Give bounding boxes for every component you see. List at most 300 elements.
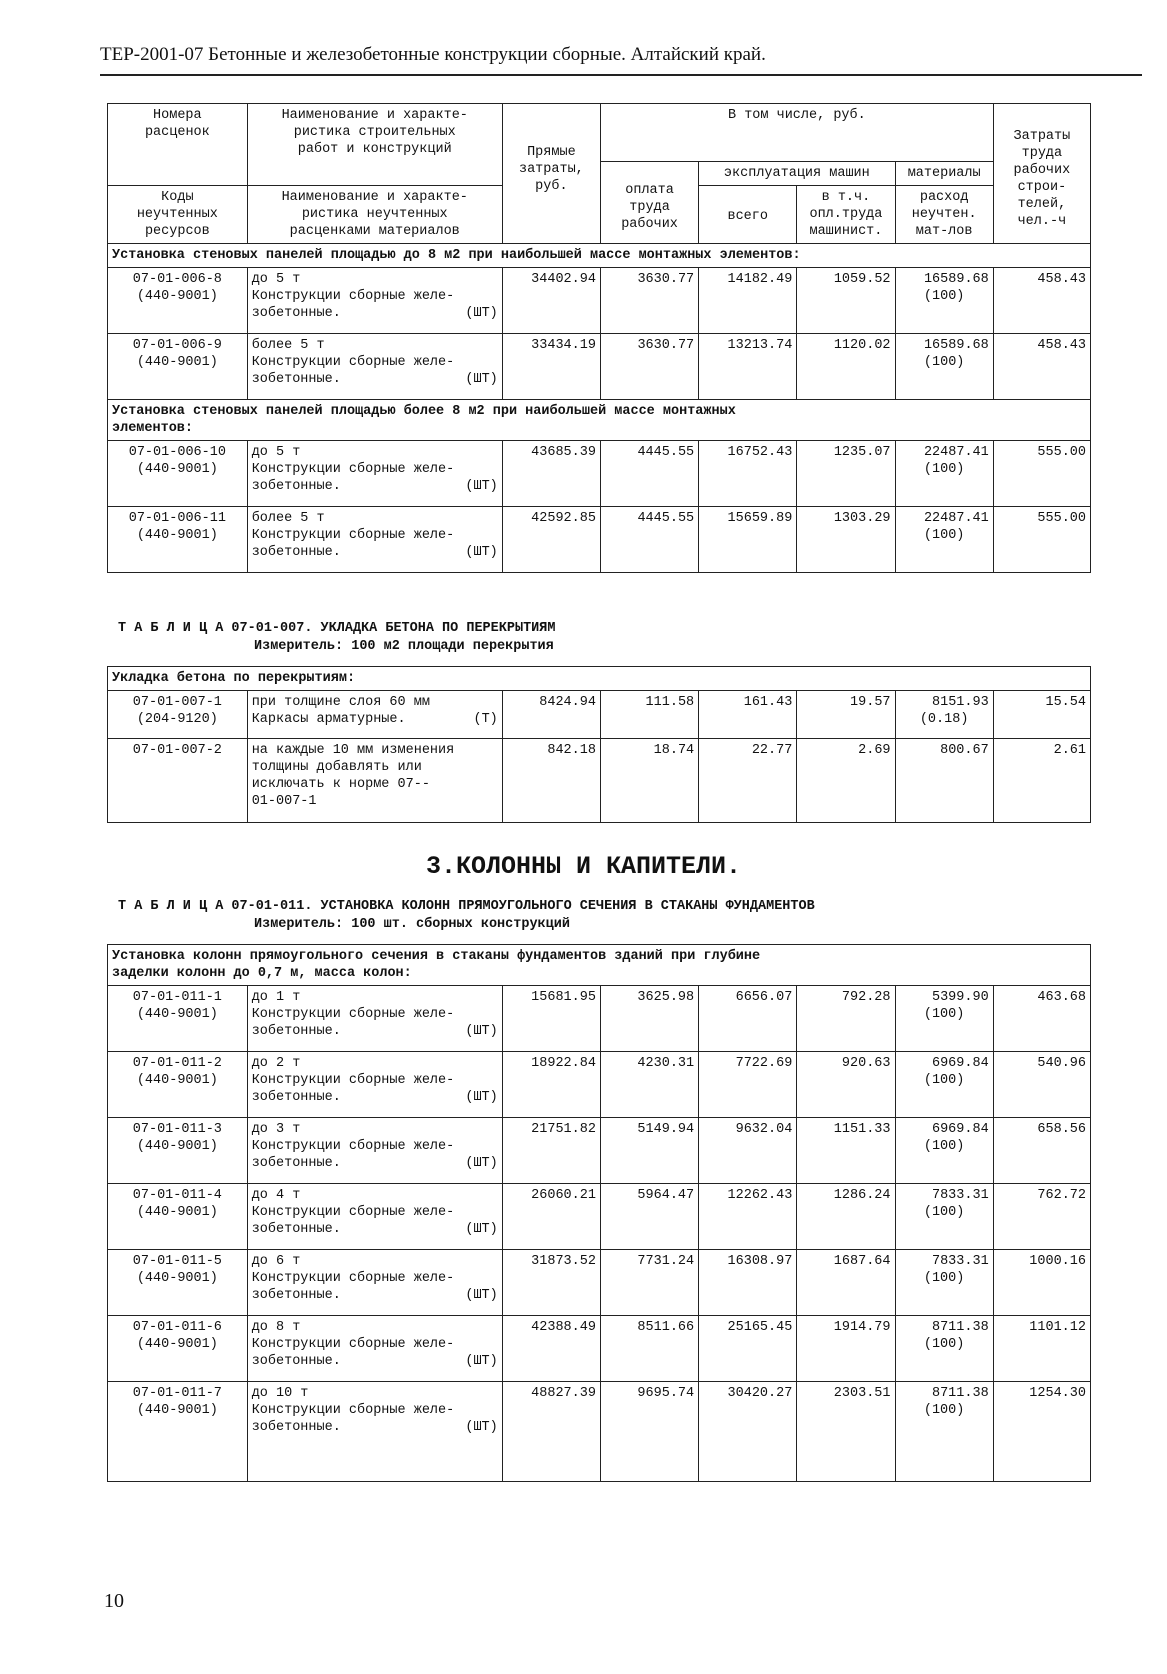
rate-code-cell (108, 1250, 248, 1316)
direct-cost (502, 268, 600, 334)
direct-cost (502, 334, 600, 400)
section-title-text: Укладка бетона по перекрытиям: (112, 671, 356, 686)
material-quantity: (100) (923, 1205, 965, 1220)
rate-code: 07-01-011-5 (132, 1254, 222, 1269)
wages-value: 3630.77 (637, 272, 695, 287)
header-machines-total (699, 186, 797, 244)
work-name: при толщине слоя 60 мм (251, 695, 430, 710)
wages-value: 8511.66 (637, 1320, 695, 1335)
rate-code-cell (108, 441, 248, 507)
page-number: 10 (104, 1590, 124, 1612)
machine-operator-wages (797, 1118, 895, 1184)
work-name: до 3 т (251, 1122, 301, 1137)
wages (600, 1184, 698, 1250)
machines-total (699, 986, 797, 1052)
wages-value: 18.74 (653, 743, 695, 758)
table-row (108, 1052, 1091, 1118)
material-unit: (ШТ) (465, 1156, 498, 1171)
labor-cost (993, 1250, 1090, 1316)
machines-total-value: 15659.89 (727, 511, 793, 526)
labor-cost (993, 1118, 1090, 1184)
labor-cost-value: 1254.30 (1029, 1386, 1086, 1401)
rate-code: 07-01-006-11 (128, 511, 226, 526)
direct-cost-value: 42388.49 (531, 1320, 596, 1335)
materials-cost (895, 1184, 993, 1250)
direct-cost (502, 986, 600, 1052)
work-name-cell (247, 1052, 502, 1118)
wages-value: 5964.47 (637, 1188, 695, 1203)
material-unit: (ШТ) (465, 1288, 498, 1303)
work-name-cell (247, 1184, 502, 1250)
table-07-01-011-caption (118, 898, 815, 934)
material-name-last (252, 478, 498, 495)
text-line: неучтен. (911, 207, 977, 222)
labor-cost (993, 739, 1090, 823)
material-name-last (252, 1353, 498, 1370)
rate-code: 07-01-011-7 (132, 1386, 222, 1401)
header-materials (895, 162, 993, 186)
work-name-line: исключать к норме 07-- (251, 777, 430, 792)
material-name-line: зобетонные. (251, 1420, 341, 1435)
table-row (108, 441, 1091, 507)
section-title (108, 667, 1091, 691)
direct-cost (502, 1118, 600, 1184)
material-name-line: Конструкции сборные желе- (251, 1007, 455, 1022)
materials-cost-value: 7833.31 (931, 1188, 989, 1203)
labor-cost-value: 540.96 (1037, 1056, 1086, 1071)
section-title (108, 244, 1091, 268)
text-line: Наименование и характе- (281, 108, 468, 123)
direct-cost-value: 43685.39 (531, 445, 596, 460)
materials-cost (895, 691, 993, 739)
machines-total-value: 13213.74 (727, 338, 793, 353)
material-unit: (ШТ) (465, 1420, 498, 1435)
direct-cost-value: 42592.85 (531, 511, 596, 526)
material-unit: (ШТ) (465, 1354, 498, 1369)
material-name-line: зобетонные. (251, 1354, 341, 1369)
wages (600, 268, 698, 334)
material-name-line: зобетонные. (251, 1024, 341, 1039)
machine-operator-wages (797, 507, 895, 573)
material-quantity: (100) (923, 1073, 965, 1088)
direct-cost-value: 21751.82 (531, 1122, 596, 1137)
text-line: труда (629, 200, 670, 215)
resource-code: (440-9001) (136, 1139, 218, 1154)
rate-code: 07-01-007-1 (132, 695, 222, 710)
material-name-line: зобетонные. (251, 1222, 341, 1237)
materials-cost-value: 8151.93 (932, 695, 989, 710)
text-line: Затраты (1013, 129, 1071, 144)
rate-code-cell (108, 334, 248, 400)
text-line: опл.труда (809, 207, 883, 222)
header-rate-numbers (108, 104, 248, 186)
wages-value: 4445.55 (637, 445, 695, 460)
text-line: Коды (161, 190, 194, 205)
rate-code: 07-01-011-2 (132, 1056, 222, 1071)
direct-cost-value: 842.18 (547, 743, 596, 758)
material-unit: (ШТ) (465, 479, 498, 494)
machines-total (699, 1250, 797, 1316)
wages (600, 1316, 698, 1382)
text-line: машинист. (809, 224, 883, 239)
chapter-title: 3.КОЛОННЫ И КАПИТЕЛИ. (425, 852, 742, 881)
materials-cost-value: 16589.68 (923, 272, 989, 287)
labor-cost-value: 762.72 (1037, 1188, 1086, 1203)
work-name: более 5 т (251, 338, 325, 353)
work-name-line: на каждые 10 мм изменения (251, 743, 455, 758)
material-name-line: зобетонные. (251, 306, 341, 321)
material-quantity: (100) (923, 1403, 965, 1418)
material-unit: (Т) (473, 712, 498, 727)
text-line: рабочих (1013, 163, 1071, 178)
resource-code: (440-9001) (136, 355, 218, 370)
resource-code: (440-9001) (136, 289, 218, 304)
material-name-line: зобетонные. (251, 1090, 341, 1105)
machine-operator-wages (797, 986, 895, 1052)
materials-cost (895, 507, 993, 573)
section-row (108, 667, 1091, 691)
header-materials-label: материалы (907, 166, 981, 181)
rate-code-cell (108, 268, 248, 334)
labor-cost (993, 1184, 1090, 1250)
materials-cost (895, 1250, 993, 1316)
material-name-last (252, 1155, 498, 1172)
materials-cost (895, 1052, 993, 1118)
labor-cost (993, 268, 1090, 334)
page-header: ТЕР-2001-07 Бетонные и железобетонные конструкции сборные. Алтайский край. (100, 44, 766, 65)
header-material-names (247, 186, 502, 244)
rate-code-cell (108, 1184, 248, 1250)
machine-operator-wages-value: 1303.29 (833, 511, 891, 526)
material-quantity: (100) (923, 1007, 965, 1022)
direct-cost-value: 15681.95 (531, 990, 596, 1005)
materials-cost-value: 6969.84 (931, 1122, 989, 1137)
rate-code-cell (108, 691, 248, 739)
work-name-line: 01-007-1 (251, 794, 317, 809)
material-name-line: Конструкции сборные желе- (251, 1403, 455, 1418)
machine-operator-wages-value: 2303.51 (833, 1386, 891, 1401)
material-name-line: Конструкции сборные желе- (251, 1205, 455, 1220)
rate-code: 07-01-011-4 (132, 1188, 222, 1203)
machines-total-value: 14182.49 (727, 272, 793, 287)
table-row (108, 1250, 1091, 1316)
machines-total (699, 507, 797, 573)
rate-code-cell (108, 739, 248, 823)
price-table-columns (107, 944, 1091, 1482)
wages-value: 111.58 (645, 695, 695, 710)
price-table-concrete-floors (107, 666, 1091, 823)
header-machines-label: эксплуатация машин (723, 166, 870, 181)
materials-cost-value: 6969.84 (931, 1056, 989, 1071)
direct-cost-value: 31873.52 (531, 1254, 596, 1269)
material-name-line (252, 711, 498, 728)
rate-code-cell (108, 1052, 248, 1118)
work-name-cell (247, 268, 502, 334)
materials-cost-value: 22487.41 (923, 511, 989, 526)
text-line: расход (919, 190, 969, 205)
resource-code: (440-9001) (136, 528, 218, 543)
work-name: до 10 т (251, 1386, 309, 1401)
wages-value: 7731.24 (637, 1254, 695, 1269)
table-caption-title: Т А Б Л И Ц А 07-01-007. УКЛАДКА БЕТОНА ПО ПЕРЕКРЫТИЯМ (118, 621, 556, 636)
resource-code: (204-9120) (136, 712, 218, 727)
machine-operator-wages (797, 691, 895, 739)
header-materials-sub (895, 186, 993, 244)
material-name-last (252, 1419, 498, 1436)
text-line: работ и конструкций (297, 142, 452, 157)
materials-cost-value: 7833.31 (931, 1254, 989, 1269)
direct-cost-value: 48827.39 (531, 1386, 596, 1401)
machines-total (699, 1382, 797, 1482)
rate-code-cell (108, 507, 248, 573)
work-name: до 5 т (251, 272, 301, 287)
wages-value: 3630.77 (637, 338, 695, 353)
machine-operator-wages-value: 2.69 (858, 743, 891, 758)
resource-code: (440-9001) (136, 1337, 218, 1352)
labor-cost-value: 458.43 (1037, 272, 1086, 287)
rate-code-cell (108, 1382, 248, 1482)
table-caption-measure: Измеритель: 100 шт. сборных конструкций (254, 917, 570, 932)
machine-operator-wages (797, 1382, 895, 1482)
text-line: чел.-ч (1017, 214, 1067, 229)
materials-cost (895, 1316, 993, 1382)
material-unit: (ШТ) (465, 372, 498, 387)
materials-cost-value: 16589.68 (923, 338, 989, 353)
materials-cost (895, 334, 993, 400)
resource-code: (440-9001) (136, 462, 218, 477)
materials-cost-value: 800.67 (940, 743, 989, 758)
rate-code: 07-01-011-3 (132, 1122, 222, 1137)
material-name-line: зобетонные. (251, 479, 341, 494)
direct-cost (502, 1316, 600, 1382)
text-line: элементов: (112, 421, 194, 436)
machine-operator-wages (797, 1316, 895, 1382)
material-name-line: зобетонные. (251, 372, 341, 387)
material-name-line: Конструкции сборные желе- (251, 1139, 455, 1154)
machine-operator-wages (797, 739, 895, 823)
wages (600, 441, 698, 507)
rate-code: 07-01-006-9 (132, 338, 222, 353)
machines-total-value: 16752.43 (727, 445, 793, 460)
table-row (108, 986, 1091, 1052)
machines-total-value: 25165.45 (727, 1320, 793, 1335)
section-title (108, 400, 1091, 441)
direct-cost (502, 507, 600, 573)
rate-code-cell (108, 986, 248, 1052)
direct-cost (502, 1382, 600, 1482)
table-row (108, 691, 1091, 739)
work-name: до 2 т (251, 1056, 301, 1071)
material-name-line: зобетонные. (251, 1288, 341, 1303)
machine-operator-wages (797, 1184, 895, 1250)
material-name-line: Конструкции сборные желе- (251, 1271, 455, 1286)
text-line: затраты, (518, 162, 584, 177)
labor-cost (993, 986, 1090, 1052)
text-line: заделки колонн до 0,7 м, масса колон: (112, 966, 412, 981)
machine-operator-wages-value: 1914.79 (833, 1320, 891, 1335)
wages (600, 1052, 698, 1118)
work-name: до 5 т (251, 445, 301, 460)
wages-value: 4230.31 (637, 1056, 695, 1071)
machines-total (699, 268, 797, 334)
text-line: телей, (1017, 197, 1067, 212)
material-quantity: (0.18) (919, 712, 969, 727)
direct-cost (502, 1052, 600, 1118)
header-wages (600, 162, 698, 244)
material-unit: (ШТ) (465, 1024, 498, 1039)
header-resource-codes (108, 186, 248, 244)
rate-code: 07-01-011-1 (132, 990, 222, 1005)
machine-operator-wages-value: 1286.24 (833, 1188, 891, 1203)
work-name-cell (247, 334, 502, 400)
labor-cost-value: 658.56 (1037, 1122, 1086, 1137)
machines-total-value: 16308.97 (727, 1254, 793, 1269)
direct-cost-value: 33434.19 (531, 338, 596, 353)
table-row (108, 1118, 1091, 1184)
rate-code: 07-01-011-6 (132, 1320, 222, 1335)
text-line: неучтенных (136, 207, 218, 222)
rate-code-cell (108, 1316, 248, 1382)
table-row (108, 739, 1091, 823)
wages (600, 691, 698, 739)
machine-operator-wages (797, 334, 895, 400)
material-quantity: (100) (923, 528, 965, 543)
wages (600, 1118, 698, 1184)
header-work-name (247, 104, 502, 186)
text-line: оплата (625, 183, 674, 198)
labor-cost (993, 507, 1090, 573)
material-unit: (ШТ) (465, 306, 498, 321)
labor-cost-value: 15.54 (1045, 695, 1086, 710)
header-labor-costs (993, 104, 1090, 244)
materials-cost-value: 22487.41 (923, 445, 989, 460)
material-name-line: Конструкции сборные желе- (251, 462, 455, 477)
work-name-line: толщины добавлять или (251, 760, 422, 775)
materials-cost-value: 8711.38 (931, 1386, 989, 1401)
price-table-panels (107, 103, 1091, 573)
section-title (108, 945, 1091, 986)
header-direct-costs (502, 104, 600, 244)
labor-cost-value: 555.00 (1037, 445, 1086, 460)
labor-cost-value: 555.00 (1037, 511, 1086, 526)
text-line: расценками материалов (289, 224, 460, 239)
direct-cost-value: 8424.94 (539, 695, 596, 710)
machines-total-value: 161.43 (743, 695, 793, 710)
direct-cost-value: 18922.84 (531, 1056, 596, 1071)
direct-cost (502, 1250, 600, 1316)
machine-operator-wages-value: 920.63 (841, 1056, 891, 1071)
work-name-cell (247, 507, 502, 573)
work-name-cell (247, 1382, 502, 1482)
machines-total (699, 691, 797, 739)
materials-cost (895, 986, 993, 1052)
material-quantity: (100) (923, 462, 965, 477)
section-row (108, 244, 1091, 268)
material-name-last (252, 544, 498, 561)
text-line: Установка стеновых панелей площадью до 8 м2 при наибольшей массе монтажных элементов: (112, 248, 801, 263)
labor-cost (993, 691, 1090, 739)
material-name-last (252, 1287, 498, 1304)
materials-cost (895, 739, 993, 823)
direct-cost (502, 1184, 600, 1250)
work-name-cell (247, 986, 502, 1052)
machine-operator-wages-value: 1235.07 (833, 445, 891, 460)
material-name-line: Конструкции сборные желе- (251, 528, 455, 543)
labor-cost (993, 441, 1090, 507)
wages (600, 334, 698, 400)
work-name-cell (247, 739, 502, 823)
resource-code: (440-9001) (136, 1007, 218, 1022)
header-row (108, 104, 1091, 162)
labor-cost-value: 463.68 (1037, 990, 1086, 1005)
machines-total (699, 1052, 797, 1118)
labor-cost (993, 334, 1090, 400)
text-line: Установка стеновых панелей площадью более 8 м2 при наибольшей массе монтажных (112, 404, 736, 419)
materials-cost-value: 5399.90 (931, 990, 989, 1005)
machine-operator-wages-value: 19.57 (850, 695, 891, 710)
work-name-cell (247, 691, 502, 739)
material-name-last (252, 305, 498, 322)
wages (600, 986, 698, 1052)
machines-total-value: 30420.27 (727, 1386, 793, 1401)
header-machines (699, 162, 895, 186)
work-name: до 8 т (251, 1320, 301, 1335)
table-caption-title: Т А Б Л И Ц А 07-01-011. УСТАНОВКА КОЛОНН ПРЯМОУГОЛЬНОГО СЕЧЕНИЯ В СТАКАНЫ ФУНДАМЕНТОВ (118, 899, 815, 914)
labor-cost-value: 1000.16 (1029, 1254, 1086, 1269)
materials-cost (895, 1382, 993, 1482)
resource-code: (440-9001) (136, 1271, 218, 1286)
wages-value: 3625.98 (637, 990, 695, 1005)
materials-cost-value: 8711.38 (931, 1320, 989, 1335)
header-including-label: В том числе, руб. (728, 108, 866, 123)
machines-total (699, 739, 797, 823)
wages-value: 5149.94 (637, 1122, 695, 1137)
text-line: расценок (144, 125, 210, 140)
material-name-line: Конструкции сборные желе- (251, 1337, 455, 1352)
material-unit: (ШТ) (465, 545, 498, 560)
material-unit: (ШТ) (465, 1090, 498, 1105)
table-07-01-007-caption (118, 620, 555, 656)
labor-cost-value: 458.43 (1037, 338, 1086, 353)
wages (600, 507, 698, 573)
machine-operator-wages-value: 1120.02 (833, 338, 891, 353)
labor-cost (993, 1382, 1090, 1482)
machines-total-value: 7722.69 (735, 1056, 793, 1071)
rate-code-cell (108, 1118, 248, 1184)
work-name: до 4 т (251, 1188, 301, 1203)
header-including (600, 104, 993, 162)
material-name: Каркасы арматурные. (251, 712, 406, 727)
materials-cost (895, 441, 993, 507)
machines-total-value: 6656.07 (735, 990, 793, 1005)
section-row (108, 945, 1091, 986)
wages (600, 1250, 698, 1316)
rate-code: 07-01-006-8 (132, 272, 222, 287)
work-name: до 6 т (251, 1254, 301, 1269)
work-name-cell (247, 1250, 502, 1316)
table-row (108, 1382, 1091, 1482)
machines-total (699, 334, 797, 400)
table-row (108, 334, 1091, 400)
header-machines-incl (797, 186, 895, 244)
machine-operator-wages-value: 792.28 (841, 990, 891, 1005)
work-name: до 1 т (251, 990, 301, 1005)
material-name-last (252, 1023, 498, 1040)
section-row (108, 400, 1091, 441)
table-row (108, 268, 1091, 334)
material-quantity: (100) (923, 1139, 965, 1154)
material-quantity: (100) (923, 355, 965, 370)
